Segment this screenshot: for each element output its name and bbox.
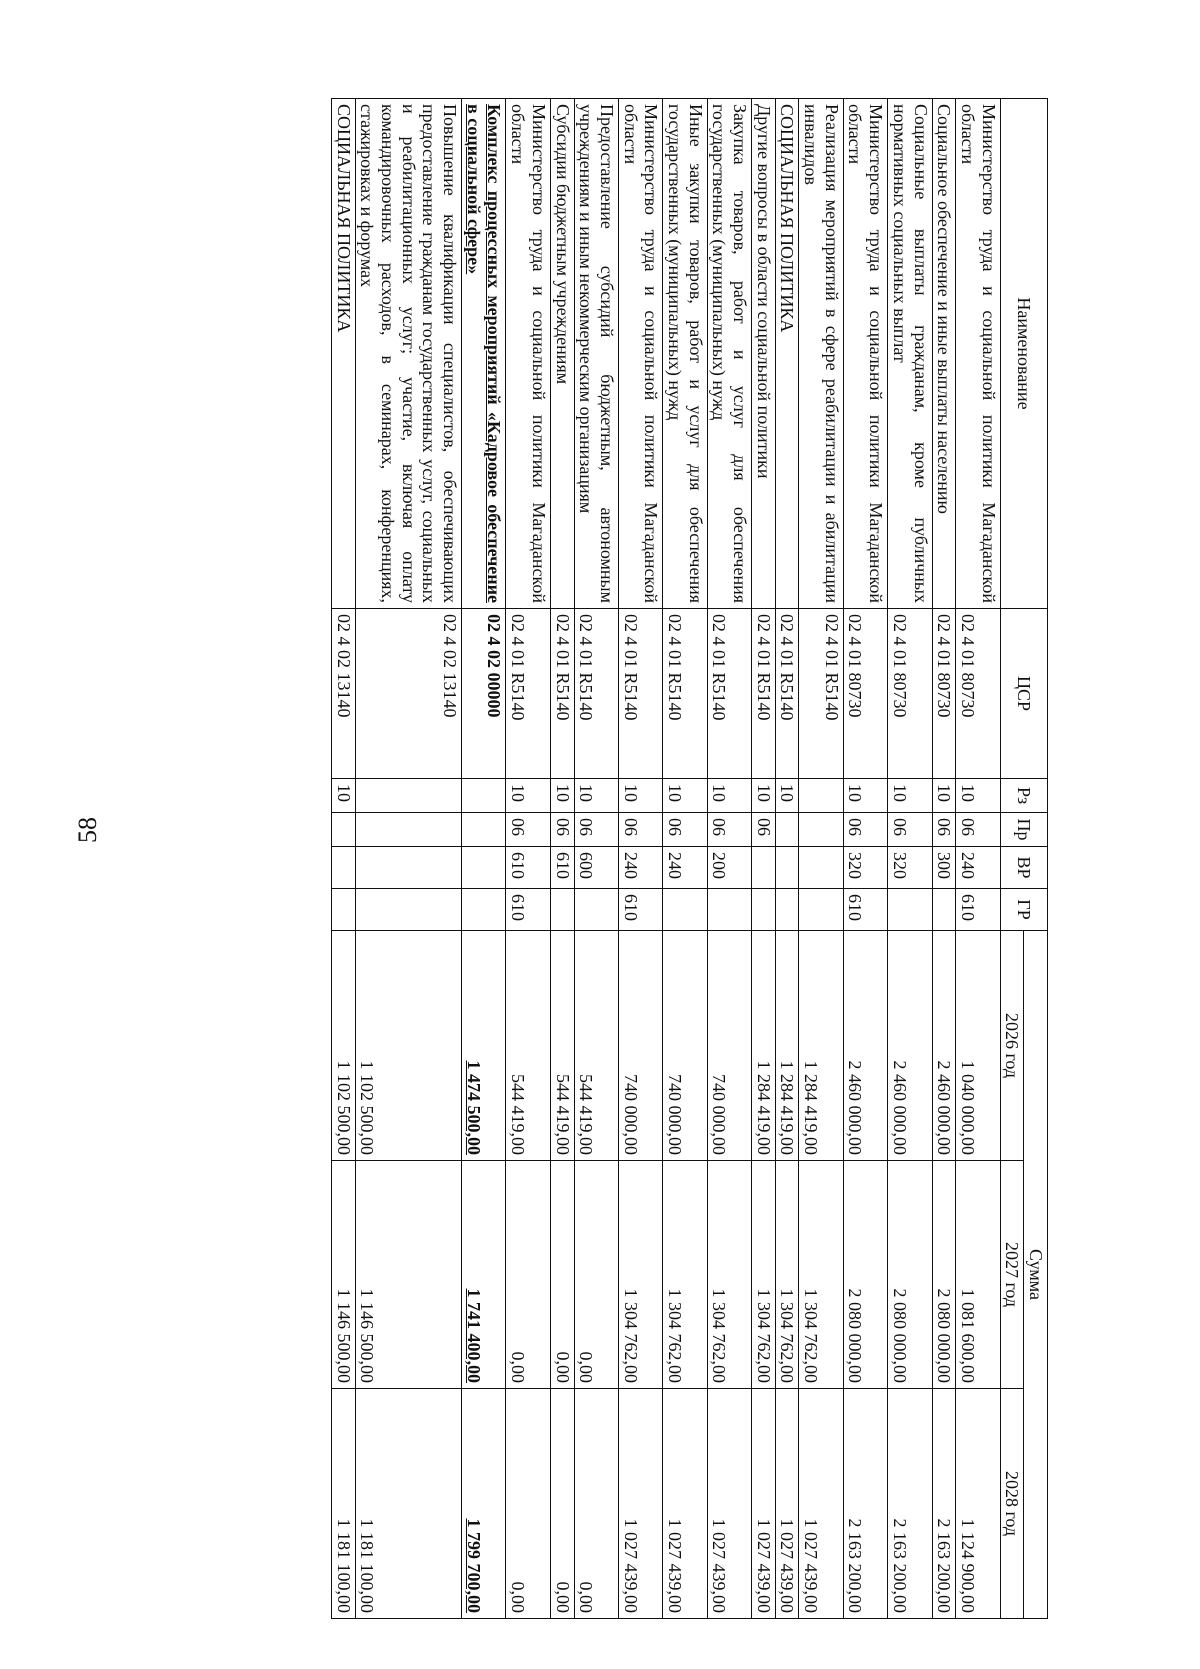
cell-rz — [462, 779, 506, 813]
cell-pr — [355, 813, 461, 847]
cell-rz: 10 — [332, 779, 356, 813]
table-row — [775, 99, 799, 1619]
header-2026: 2026 год — [1000, 931, 1024, 1161]
rotated-table-wrapper — [158, 98, 1048, 1618]
cell-pr — [799, 813, 843, 847]
cell-2028: 1 027 439,00 — [799, 1389, 843, 1619]
cell-rz: 10 — [574, 779, 618, 813]
cell-2028: 1 799 700,00 — [462, 1389, 506, 1619]
cell-pr: 06 — [932, 813, 956, 847]
cell-2027: 0,00 — [506, 1161, 550, 1389]
cell-2028: 1 181 100,00 — [332, 1389, 356, 1619]
table-row — [932, 99, 956, 1619]
table-row — [332, 99, 356, 1619]
cell-rz: 10 — [775, 779, 799, 813]
cell-vr — [355, 847, 461, 889]
cell-2026: 740 000,00 — [618, 931, 662, 1161]
cell-gr — [332, 889, 356, 931]
cell-rz: 10 — [752, 779, 776, 813]
header-2027: 2027 год — [1000, 1161, 1024, 1389]
cell-2028: 1 027 439,00 — [618, 1389, 662, 1619]
cell-csr: 02 4 02 13140 — [355, 609, 461, 779]
cell-vr: 600 — [574, 847, 618, 889]
cell-2027: 1 146 500,00 — [355, 1161, 461, 1389]
cell-2027: 2 080 000,00 — [932, 1161, 956, 1389]
cell-name: Субсидии бюджетным учреждениям — [550, 99, 574, 609]
cell-vr — [332, 847, 356, 889]
cell-2028: 0,00 — [574, 1389, 618, 1619]
cell-pr: 06 — [550, 813, 574, 847]
cell-2026: 1 284 419,00 — [799, 931, 843, 1161]
cell-csr: 02 4 01 R5140 — [799, 609, 843, 779]
cell-rz: 10 — [550, 779, 574, 813]
cell-gr: 610 — [618, 889, 662, 931]
cell-2026: 1 284 419,00 — [752, 931, 776, 1161]
cell-gr — [663, 889, 707, 931]
table-row — [355, 99, 461, 1619]
cell-2027: 1 304 762,00 — [799, 1161, 843, 1389]
cell-rz: 10 — [707, 779, 751, 813]
cell-name: Реализация мероприятий в сфере реабилитации и абилитации инвалидов — [799, 99, 843, 609]
budget-table — [331, 98, 1048, 1619]
cell-pr: 06 — [843, 813, 887, 847]
cell-2027: 1 741 400,00 — [462, 1161, 506, 1389]
cell-2026: 544 419,00 — [574, 931, 618, 1161]
cell-gr — [707, 889, 751, 931]
table-row — [843, 99, 887, 1619]
cell-name: Предоставление субсидий бюджетным, автономным учреждениям и иным некоммерческим организациям — [574, 99, 618, 609]
cell-vr: 610 — [550, 847, 574, 889]
cell-2026: 740 000,00 — [707, 931, 751, 1161]
header-sum: Сумма — [1024, 931, 1048, 1619]
cell-csr: 02 4 01 R5140 — [707, 609, 751, 779]
cell-rz: 10 — [618, 779, 662, 813]
cell-2027: 1 304 762,00 — [707, 1161, 751, 1389]
cell-rz — [355, 779, 461, 813]
cell-2028: 1 027 439,00 — [707, 1389, 751, 1619]
cell-vr — [775, 847, 799, 889]
cell-csr: 02 4 01 80730 — [932, 609, 956, 779]
cell-2026: 1 040 000,00 — [956, 931, 1000, 1161]
cell-vr — [462, 847, 506, 889]
cell-gr — [462, 889, 506, 931]
cell-pr — [775, 813, 799, 847]
cell-rz: 10 — [932, 779, 956, 813]
cell-name: Иные закупки товаров, работ и услуг для обеспечения государственных (муниципальных) нужд — [663, 99, 707, 609]
cell-csr: 02 4 01 80730 — [843, 609, 887, 779]
cell-pr: 06 — [618, 813, 662, 847]
cell-2028: 1 027 439,00 — [663, 1389, 707, 1619]
cell-csr: 02 4 01 80730 — [888, 609, 932, 779]
header-vr: ВР — [1000, 847, 1047, 889]
cell-2026: 1 102 500,00 — [332, 931, 356, 1161]
cell-vr — [799, 847, 843, 889]
cell-2026: 740 000,00 — [663, 931, 707, 1161]
cell-csr: 02 4 02 13140 — [332, 609, 356, 779]
cell-rz: 10 — [888, 779, 932, 813]
table-row — [799, 99, 843, 1619]
page-number: 58 — [73, 817, 102, 843]
cell-2028: 2 163 200,00 — [888, 1389, 932, 1619]
cell-2027: 2 080 000,00 — [843, 1161, 887, 1389]
cell-2028: 1 124 900,00 — [956, 1389, 1000, 1619]
cell-rz: 10 — [506, 779, 550, 813]
table-body — [332, 99, 1001, 1619]
cell-name: Министерство труда и социальной политики Магаданской области — [618, 99, 662, 609]
cell-name: Социальные выплаты гражданам, кроме публичных нормативных социальных выплат — [888, 99, 932, 609]
cell-csr: 02 4 01 R5140 — [574, 609, 618, 779]
cell-2026: 544 419,00 — [550, 931, 574, 1161]
cell-2026: 2 460 000,00 — [843, 931, 887, 1161]
header-rz: Рз — [1000, 779, 1047, 813]
cell-2028: 2 163 200,00 — [843, 1389, 887, 1619]
cell-pr — [332, 813, 356, 847]
cell-2026: 2 460 000,00 — [888, 931, 932, 1161]
cell-2026: 1 102 500,00 — [355, 931, 461, 1161]
table-row — [707, 99, 751, 1619]
cell-2028: 0,00 — [550, 1389, 574, 1619]
cell-2027: 1 304 762,00 — [775, 1161, 799, 1389]
cell-2026: 544 419,00 — [506, 931, 550, 1161]
header-pr: Пр — [1000, 813, 1047, 847]
cell-vr: 300 — [932, 847, 956, 889]
table-row — [462, 99, 506, 1619]
cell-vr: 320 — [888, 847, 932, 889]
cell-csr: 02 4 01 R5140 — [550, 609, 574, 779]
cell-gr — [355, 889, 461, 931]
cell-rz: 10 — [843, 779, 887, 813]
cell-2027: 2 080 000,00 — [888, 1161, 932, 1389]
cell-2027: 0,00 — [550, 1161, 574, 1389]
cell-gr — [574, 889, 618, 931]
cell-gr — [932, 889, 956, 931]
cell-gr — [775, 889, 799, 931]
cell-name: Повышение квалификации специалистов, обеспечивающих предоставление гражданам государственных услуг, социальных и реабилитационных услуг; участие, включая оплату командировочных расходов, в семинарах, конференциях, стажировках и форумах — [355, 99, 461, 609]
table-row — [618, 99, 662, 1619]
cell-name: СОЦИАЛЬНАЯ ПОЛИТИКА — [775, 99, 799, 609]
cell-pr: 06 — [956, 813, 1000, 847]
cell-2026: 1 284 419,00 — [775, 931, 799, 1161]
cell-pr: 06 — [752, 813, 776, 847]
cell-vr: 200 — [707, 847, 751, 889]
cell-name: Министерство труда и социальной политики Магаданской области — [956, 99, 1000, 609]
cell-2027: 1 304 762,00 — [618, 1161, 662, 1389]
cell-2027: 0,00 — [574, 1161, 618, 1389]
cell-gr: 610 — [506, 889, 550, 931]
cell-csr: 02 4 01 R5140 — [752, 609, 776, 779]
cell-2027: 1 304 762,00 — [663, 1161, 707, 1389]
cell-name: Министерство труда и социальной политики Магаданской области — [506, 99, 550, 609]
table-row — [888, 99, 932, 1619]
cell-gr — [550, 889, 574, 931]
cell-name: Министерство труда и социальной политики Магаданской области — [843, 99, 887, 609]
cell-vr — [752, 847, 776, 889]
table-row — [663, 99, 707, 1619]
cell-name: СОЦИАЛЬНАЯ ПОЛИТИКА — [332, 99, 356, 609]
table-row — [956, 99, 1000, 1619]
table-row — [574, 99, 618, 1619]
cell-pr: 06 — [574, 813, 618, 847]
cell-pr: 06 — [888, 813, 932, 847]
cell-2027: 1 081 600,00 — [956, 1161, 1000, 1389]
cell-2027: 1 146 500,00 — [332, 1161, 356, 1389]
cell-rz: 10 — [663, 779, 707, 813]
cell-pr — [462, 813, 506, 847]
cell-2028: 1 027 439,00 — [752, 1389, 776, 1619]
cell-csr: 02 4 01 80730 — [956, 609, 1000, 779]
header-csr: ЦСР — [1000, 609, 1047, 779]
cell-rz — [799, 779, 843, 813]
cell-pr: 06 — [707, 813, 751, 847]
cell-csr: 02 4 01 R5140 — [618, 609, 662, 779]
table-row — [752, 99, 776, 1619]
cell-csr: 02 4 01 R5140 — [775, 609, 799, 779]
cell-gr — [752, 889, 776, 931]
cell-gr — [799, 889, 843, 931]
cell-gr — [888, 889, 932, 931]
cell-vr: 320 — [843, 847, 887, 889]
cell-2027: 1 304 762,00 — [752, 1161, 776, 1389]
cell-2028: 0,00 — [506, 1389, 550, 1619]
header-row-1 — [1024, 99, 1048, 1619]
cell-vr: 610 — [506, 847, 550, 889]
cell-vr: 240 — [663, 847, 707, 889]
cell-rz: 10 — [956, 779, 1000, 813]
cell-name: Комплекс процессных мероприятий «Кадровое обеспечение в социальной сфере» — [462, 99, 506, 609]
cell-2026: 1 474 500,00 — [462, 931, 506, 1161]
cell-gr: 610 — [843, 889, 887, 931]
cell-csr: 02 4 02 00000 — [462, 609, 506, 779]
cell-gr: 610 — [956, 889, 1000, 931]
cell-vr: 240 — [956, 847, 1000, 889]
cell-csr: 02 4 01 R5140 — [663, 609, 707, 779]
cell-pr: 06 — [506, 813, 550, 847]
cell-2028: 1 027 439,00 — [775, 1389, 799, 1619]
cell-vr: 240 — [618, 847, 662, 889]
header-name: Наименование — [1000, 99, 1047, 609]
cell-2028: 1 181 100,00 — [355, 1389, 461, 1619]
cell-2026: 2 460 000,00 — [932, 931, 956, 1161]
cell-name: Закупка товаров, работ и услуг для обеспечения государственных (муниципальных) нужд — [707, 99, 751, 609]
cell-pr: 06 — [663, 813, 707, 847]
cell-name: Другие вопросы в области социальной политики — [752, 99, 776, 609]
table-row — [550, 99, 574, 1619]
cell-csr: 02 4 01 R5140 — [506, 609, 550, 779]
cell-name: Социальное обеспечение и иные выплаты населению — [932, 99, 956, 609]
cell-2028: 2 163 200,00 — [932, 1389, 956, 1619]
header-2028: 2028 год — [1000, 1389, 1024, 1619]
header-gr: ГР — [1000, 889, 1047, 931]
table-row — [506, 99, 550, 1619]
